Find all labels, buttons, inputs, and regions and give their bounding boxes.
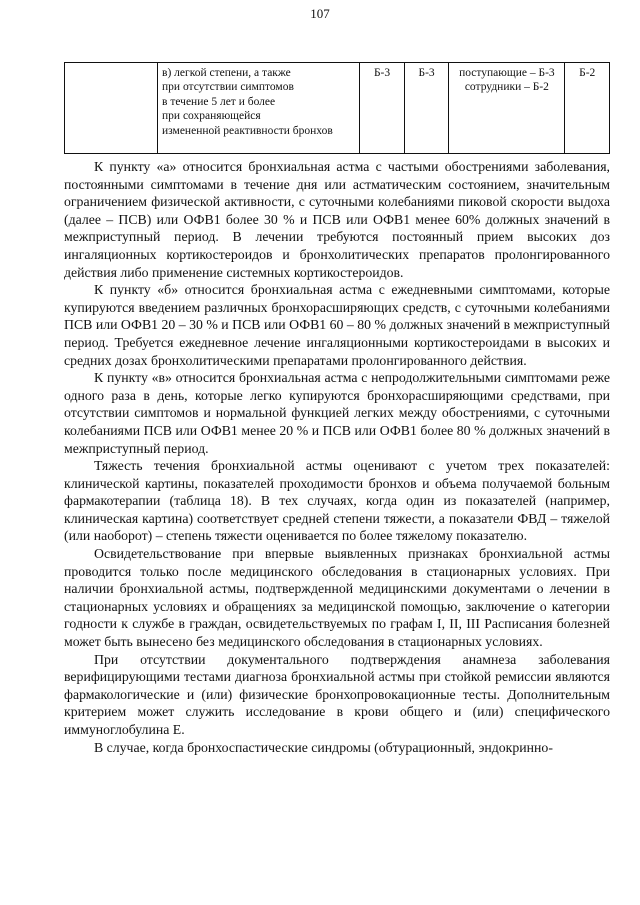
paragraph: К пункту «в» относится бронхиальная астма с непродолжительными симптомами реже одного раза в день, которые легко купируются бронхорасширяющими средствами, при отсутствии симптомов и нормальной функцией легких между обострениями, с суточными колебаниями ПСВ или ОФВ1 менее 20 % и ПСВ или ОФВ1 более 80 % должных значений в межприступный период. (64, 370, 610, 456)
condition-line: при сохраняющейся (162, 110, 261, 123)
paragraph: К пункту «б» относится бронхиальная астма с ежедневными симптомами, которые купируются введением различных бронхорасширяющих средств, с суточными колебаниями ПСВ или ОФВ1 20 – 30 % и ПСВ или ОФВ1 60 – 80 % должных значений в межприступный период. Требуется ежедневное лечение ингаляционными кортикостероидами в высоких и средних дозах бронхолитическими препаратами пролонгированного действия. (64, 282, 610, 368)
category-line: поступающие – Б-3 (459, 67, 555, 79)
table-cell-category-mixed (449, 63, 565, 154)
paragraph: Освидетельствование при впервые выявленных признаках бронхиальной астмы проводится только после медицинского обследования в стационарных условиях. При наличии бронхиальной астмы, подтвержденной медицинскими документами о лечении в стационарных условиях и обращениях за медицинской помощью, заключение о категории годности к службе в граждан, освидетельствуемых по графам I, II, III Расписания болезней может быть вынесено без медицинского обследования в стационарных условиях. (64, 546, 610, 650)
table-cell-category: Б-3 (360, 63, 405, 154)
table-cell-empty (65, 63, 158, 154)
paragraph: К пункту «а» относится бронхиальная астма с частыми обострениями заболевания, постоянными симптомами в течение дня или астматическим состоянием, значительным ограничением физической активности, с суточными колебаниями пиковой скорости выдоха (далее – ПСВ) или ОФВ1 более 30 % и ПСВ или ОФВ1 менее 60% должных значений в межприступный период. В лечении требуются постоянный прием высоких доз ингаляционных кортикостероидов и бронхолитических препаратов пролонгированного действия либо применение системных кортикостероидов. (64, 159, 610, 280)
requirements-table (64, 62, 610, 154)
table-cell-condition (158, 63, 360, 154)
paragraph: В случае, когда бронхоспастические синдромы (обтурационный, эндокринно- (94, 739, 553, 755)
paragraph: Тяжесть течения бронхиальной астмы оценивают с учетом трех показателей: клинической картины, показателей проходимости бронхов и объема получаемой больным фармакотерапии (таблица 18). В тех случаях, когда один из показателей (например, клиническая картина) соответствует средней степени тяжести, а показатели ФВД – тяжелой (или наоборот) – степень тяжести оценивается по более тяжелому показателю. (64, 458, 610, 544)
condition-line: при отсутствии симптомов (162, 81, 294, 94)
condition-line: в течение 5 лет и более (162, 95, 276, 108)
table-cell-category: Б-3 (404, 63, 449, 154)
page-number: 107 (310, 6, 330, 21)
body-text (64, 158, 610, 756)
paragraph: При отсутствии документального подтверждения анамнеза заболевания верифицирующими тестами диагноза бронхиальной астмы при стойкой ремиссии являются фармакологические и (или) физические бронхопровокационные тесты. Дополнительным критерием может служить исследование в крови общего и (или) специфического иммуноглобулина Е. (64, 651, 610, 737)
table-row (65, 63, 610, 154)
category-line: сотрудники – Б-2 (464, 81, 549, 94)
condition-line: в) легкой степени, а также (162, 67, 291, 79)
table-cell-category: Б-2 (565, 63, 610, 154)
condition-line: измененной реактивности бронхов (162, 124, 333, 137)
